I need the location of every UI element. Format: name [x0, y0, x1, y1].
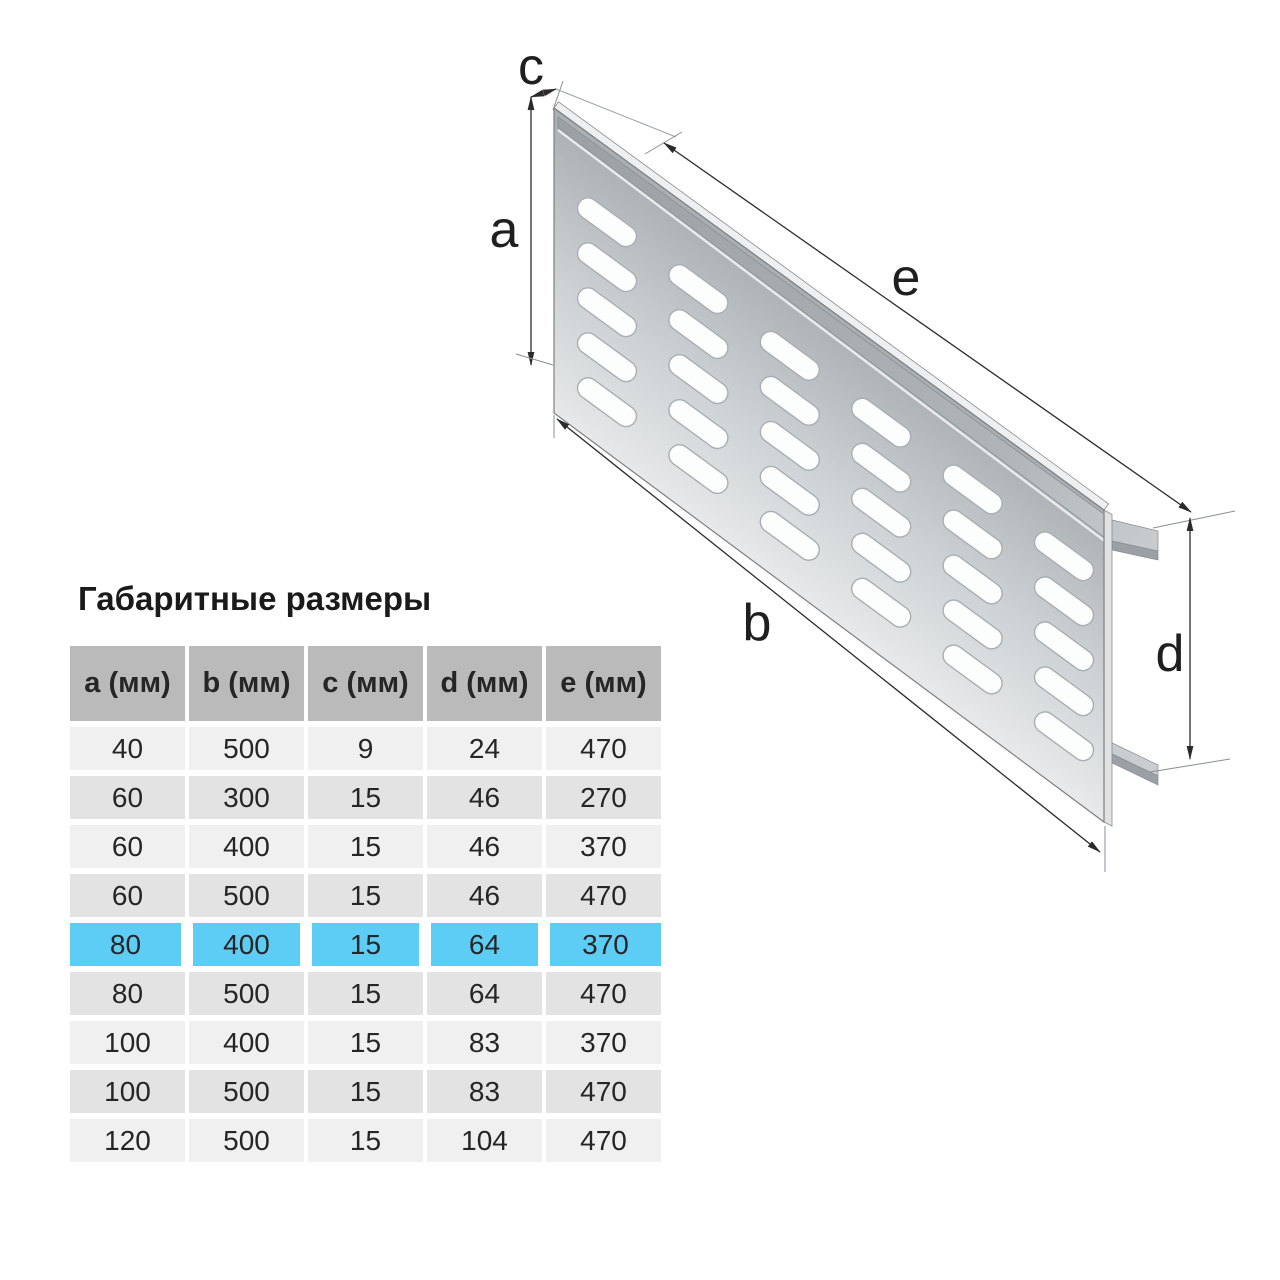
table-cell: 80	[70, 923, 185, 966]
table-cell: 500	[189, 1070, 304, 1113]
table-cell: 370	[546, 1021, 661, 1064]
table-cell: 270	[546, 776, 661, 819]
table-cell: 104	[427, 1119, 542, 1162]
table-cell: 470	[546, 874, 661, 917]
table-cell: 370	[546, 923, 661, 966]
table-cell: 400	[189, 825, 304, 868]
table-cell: 470	[546, 972, 661, 1015]
table-cell: 100	[70, 1021, 185, 1064]
table-cell: 470	[546, 1119, 661, 1162]
table-cell: 83	[427, 1070, 542, 1113]
dim-ext-e-end	[1153, 511, 1235, 528]
table-cell: 500	[189, 1119, 304, 1162]
dim-label-e: e	[891, 249, 921, 307]
table-cell: 40	[70, 727, 185, 770]
table-cell: 470	[546, 1070, 661, 1113]
table-cell: 500	[189, 727, 304, 770]
table-cell: 24	[427, 727, 542, 770]
grille-right-edge	[1104, 510, 1112, 826]
table-cell: 15	[308, 923, 423, 966]
dim-ext-a-bottom	[516, 354, 553, 365]
table-cell: 9	[308, 727, 423, 770]
dim-ext-d-bottom	[1150, 759, 1230, 772]
table-cell: 370	[546, 825, 661, 868]
dim-label-d: d	[1155, 625, 1185, 683]
table-cell: 470	[546, 727, 661, 770]
table-cell: 15	[308, 825, 423, 868]
table-header-cell: e (мм)	[546, 646, 661, 721]
table-header-cell: a (мм)	[70, 646, 185, 721]
table-cell: 80	[70, 972, 185, 1015]
dim-label-a: a	[489, 201, 519, 259]
table-cell: 500	[189, 874, 304, 917]
table-cell: 64	[427, 972, 542, 1015]
table-cell: 15	[308, 776, 423, 819]
table-cell: 400	[189, 1021, 304, 1064]
table-cell: 83	[427, 1021, 542, 1064]
table-cell: 15	[308, 874, 423, 917]
table-cell: 15	[308, 1070, 423, 1113]
table-cell: 46	[427, 874, 542, 917]
table-cell: 60	[70, 776, 185, 819]
dimensions-table	[70, 646, 661, 1162]
section-title: Габаритные размеры	[78, 580, 432, 617]
table-cell: 15	[308, 972, 423, 1015]
table-cell: 15	[308, 1119, 423, 1162]
table-cell: 100	[70, 1070, 185, 1113]
table-cell: 120	[70, 1119, 185, 1162]
table-cell: 15	[308, 1021, 423, 1064]
table-header-cell: d (мм)	[427, 646, 542, 721]
table-cell: 46	[427, 825, 542, 868]
dim-label-b: b	[742, 594, 772, 652]
table-cell: 60	[70, 874, 185, 917]
table-cell: 64	[427, 923, 542, 966]
table-cell: 46	[427, 776, 542, 819]
table-cell: 400	[189, 923, 304, 966]
table-cell: 60	[70, 825, 185, 868]
table-header-cell: b (мм)	[189, 646, 304, 721]
table-header-cell: c (мм)	[308, 646, 423, 721]
table-cell: 300	[189, 776, 304, 819]
table-cell: 500	[189, 972, 304, 1015]
dim-ext-e-start	[645, 132, 682, 154]
dim-label-c: c	[518, 38, 544, 96]
